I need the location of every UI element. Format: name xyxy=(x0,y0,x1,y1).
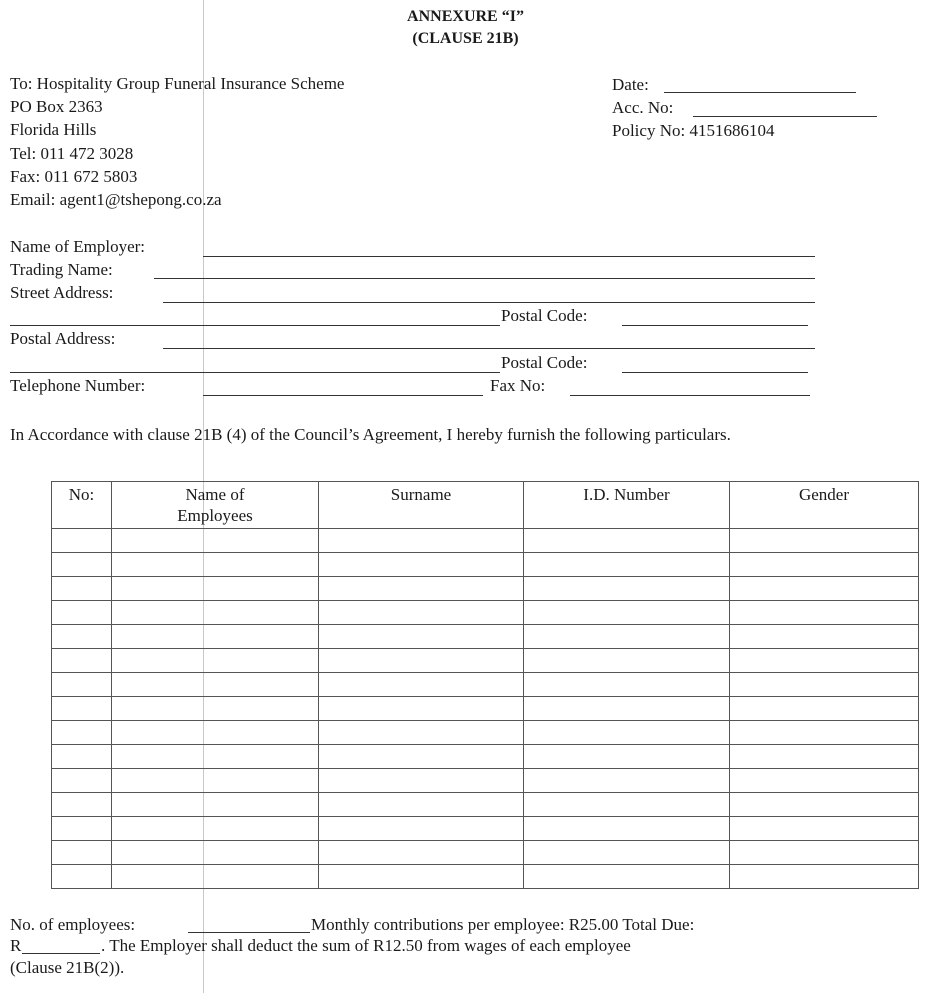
cell-id-number[interactable] xyxy=(524,817,730,841)
cell-no[interactable] xyxy=(52,577,112,601)
trading-name-field[interactable] xyxy=(154,278,815,279)
cell-surname[interactable] xyxy=(319,625,524,649)
cell-no[interactable] xyxy=(52,625,112,649)
recipient-to: To: Hospitality Group Funeral Insurance Scheme xyxy=(10,74,345,93)
table-row xyxy=(52,865,919,889)
cell-surname[interactable] xyxy=(319,649,524,673)
table-row xyxy=(52,841,919,865)
cell-gender[interactable] xyxy=(730,529,919,553)
cell-name[interactable] xyxy=(112,529,319,553)
date-label: Date: xyxy=(612,75,649,94)
cell-id-number[interactable] xyxy=(524,649,730,673)
cell-no[interactable] xyxy=(52,697,112,721)
telephone-label: Telephone Number: xyxy=(10,376,146,395)
trading-name-label: Trading Name: xyxy=(10,260,113,279)
table-row xyxy=(52,529,919,553)
street-address-line2-field[interactable] xyxy=(10,325,500,326)
cell-surname[interactable] xyxy=(319,745,524,769)
cell-name[interactable] xyxy=(112,745,319,769)
cell-surname[interactable] xyxy=(319,817,524,841)
cell-name[interactable] xyxy=(112,817,319,841)
recipient-po-box: PO Box 2363 xyxy=(10,97,103,116)
cell-id-number[interactable] xyxy=(524,721,730,745)
table-row xyxy=(52,769,919,793)
total-due-field[interactable] xyxy=(22,953,100,954)
table-header-row xyxy=(52,482,919,529)
deduction-text: . The Employer shall deduct the sum of R12.50 from wages of each employee xyxy=(101,936,631,955)
employee-count-field[interactable] xyxy=(188,932,310,933)
street-address-label: Street Address: xyxy=(10,283,114,302)
cell-no[interactable] xyxy=(52,721,112,745)
employees-table-body xyxy=(52,529,919,889)
postal-address-line2-field[interactable] xyxy=(10,372,500,373)
acc-no-field[interactable] xyxy=(693,116,877,117)
cell-name[interactable] xyxy=(112,553,319,577)
street-postal-code-field[interactable] xyxy=(622,325,808,326)
cell-name[interactable] xyxy=(112,601,319,625)
table-row xyxy=(52,673,919,697)
employee-count-label: No. of employees: xyxy=(10,915,136,934)
fax-no-field[interactable] xyxy=(570,395,810,396)
total-due-currency: R xyxy=(10,936,22,955)
table-row xyxy=(52,601,919,625)
cell-id-number[interactable] xyxy=(524,553,730,577)
table-row xyxy=(52,577,919,601)
policy-number: Policy No: 4151686104 xyxy=(612,121,775,140)
cell-name[interactable] xyxy=(112,865,319,889)
postal-address-label: Postal Address: xyxy=(10,329,116,348)
col-header-id-number: I.D. Number xyxy=(524,482,730,529)
cell-id-number[interactable] xyxy=(524,769,730,793)
employer-name-field[interactable] xyxy=(203,256,815,257)
recipient-fax: Fax: 011 672 5803 xyxy=(10,167,138,186)
employer-name-label: Name of Employer: xyxy=(10,237,146,256)
cell-id-number[interactable] xyxy=(524,697,730,721)
cell-gender[interactable] xyxy=(730,553,919,577)
clause-reference: (Clause 21B(2)). xyxy=(10,958,125,977)
cell-no[interactable] xyxy=(52,793,112,817)
cell-surname[interactable] xyxy=(319,841,524,865)
postal-postal-code-label: Postal Code: xyxy=(501,353,588,372)
cell-no[interactable] xyxy=(52,601,112,625)
cell-surname[interactable] xyxy=(319,793,524,817)
cell-gender[interactable] xyxy=(730,625,919,649)
table-row xyxy=(52,721,919,745)
cell-name[interactable] xyxy=(112,841,319,865)
recipient-tel: Tel: 011 472 3028 xyxy=(10,144,134,163)
col-header-no: No: xyxy=(52,482,112,529)
cell-name[interactable] xyxy=(112,793,319,817)
fax-no-label: Fax No: xyxy=(490,376,546,395)
table-row xyxy=(52,649,919,673)
telephone-field[interactable] xyxy=(203,395,483,396)
cell-id-number[interactable] xyxy=(524,865,730,889)
table-row xyxy=(52,697,919,721)
cell-no[interactable] xyxy=(52,673,112,697)
cell-no[interactable] xyxy=(52,817,112,841)
cell-name[interactable] xyxy=(112,697,319,721)
cell-surname[interactable] xyxy=(319,865,524,889)
col-header-gender: Gender xyxy=(730,482,919,529)
table-row xyxy=(52,817,919,841)
employees-table xyxy=(51,481,919,889)
table-row xyxy=(52,745,919,769)
street-postal-code-label: Postal Code: xyxy=(501,306,588,325)
postal-address-field[interactable] xyxy=(163,348,815,349)
cell-no[interactable] xyxy=(52,649,112,673)
cell-id-number[interactable] xyxy=(524,577,730,601)
cell-name[interactable] xyxy=(112,721,319,745)
cell-no[interactable] xyxy=(52,769,112,793)
cell-no[interactable] xyxy=(52,841,112,865)
document-title: ANNEXURE “I” xyxy=(407,8,524,25)
cell-id-number[interactable] xyxy=(524,625,730,649)
cell-gender[interactable] xyxy=(730,577,919,601)
monthly-contribution-text: Monthly contributions per employee: R25.00 Total Due: xyxy=(311,915,695,934)
cell-no[interactable] xyxy=(52,553,112,577)
cell-no[interactable] xyxy=(52,865,112,889)
cell-id-number[interactable] xyxy=(524,841,730,865)
intro-paragraph: In Accordance with clause 21B (4) of the Council’s Agreement, I hereby furnish the following particulars. xyxy=(10,425,731,444)
cell-gender[interactable] xyxy=(730,865,919,889)
document-subtitle: (CLAUSE 21B) xyxy=(412,30,519,47)
street-address-field[interactable] xyxy=(163,302,815,303)
cell-surname[interactable] xyxy=(319,553,524,577)
cell-gender[interactable] xyxy=(730,793,919,817)
cell-gender[interactable] xyxy=(730,817,919,841)
cell-id-number[interactable] xyxy=(524,673,730,697)
cell-gender[interactable] xyxy=(730,721,919,745)
cell-surname[interactable] xyxy=(319,601,524,625)
cell-surname[interactable] xyxy=(319,577,524,601)
cell-id-number[interactable] xyxy=(524,529,730,553)
cell-name[interactable] xyxy=(112,577,319,601)
cell-gender[interactable] xyxy=(730,601,919,625)
cell-gender[interactable] xyxy=(730,769,919,793)
date-field[interactable] xyxy=(664,92,856,93)
table-row xyxy=(52,793,919,817)
cell-gender[interactable] xyxy=(730,649,919,673)
cell-id-number[interactable] xyxy=(524,601,730,625)
cell-name[interactable] xyxy=(112,625,319,649)
cell-name[interactable] xyxy=(112,769,319,793)
postal-postal-code-field[interactable] xyxy=(622,372,808,373)
acc-no-label: Acc. No: xyxy=(612,98,674,117)
cell-id-number[interactable] xyxy=(524,793,730,817)
cell-gender[interactable] xyxy=(730,673,919,697)
cell-gender[interactable] xyxy=(730,841,919,865)
cell-no[interactable] xyxy=(52,745,112,769)
col-header-name: Name of Employees xyxy=(112,482,319,529)
col-header-surname: Surname xyxy=(319,482,524,529)
cell-surname[interactable] xyxy=(319,697,524,721)
cell-gender[interactable] xyxy=(730,745,919,769)
cell-gender[interactable] xyxy=(730,697,919,721)
cell-no[interactable] xyxy=(52,529,112,553)
recipient-email: Email: agent1@tshepong.co.za xyxy=(10,190,222,209)
cell-id-number[interactable] xyxy=(524,745,730,769)
recipient-city: Florida Hills xyxy=(10,120,97,139)
table-row xyxy=(52,625,919,649)
cell-name[interactable] xyxy=(112,649,319,673)
cell-surname[interactable] xyxy=(319,529,524,553)
cell-surname[interactable] xyxy=(319,769,524,793)
cell-name[interactable] xyxy=(112,673,319,697)
cell-surname[interactable] xyxy=(319,721,524,745)
cell-surname[interactable] xyxy=(319,673,524,697)
table-row xyxy=(52,553,919,577)
